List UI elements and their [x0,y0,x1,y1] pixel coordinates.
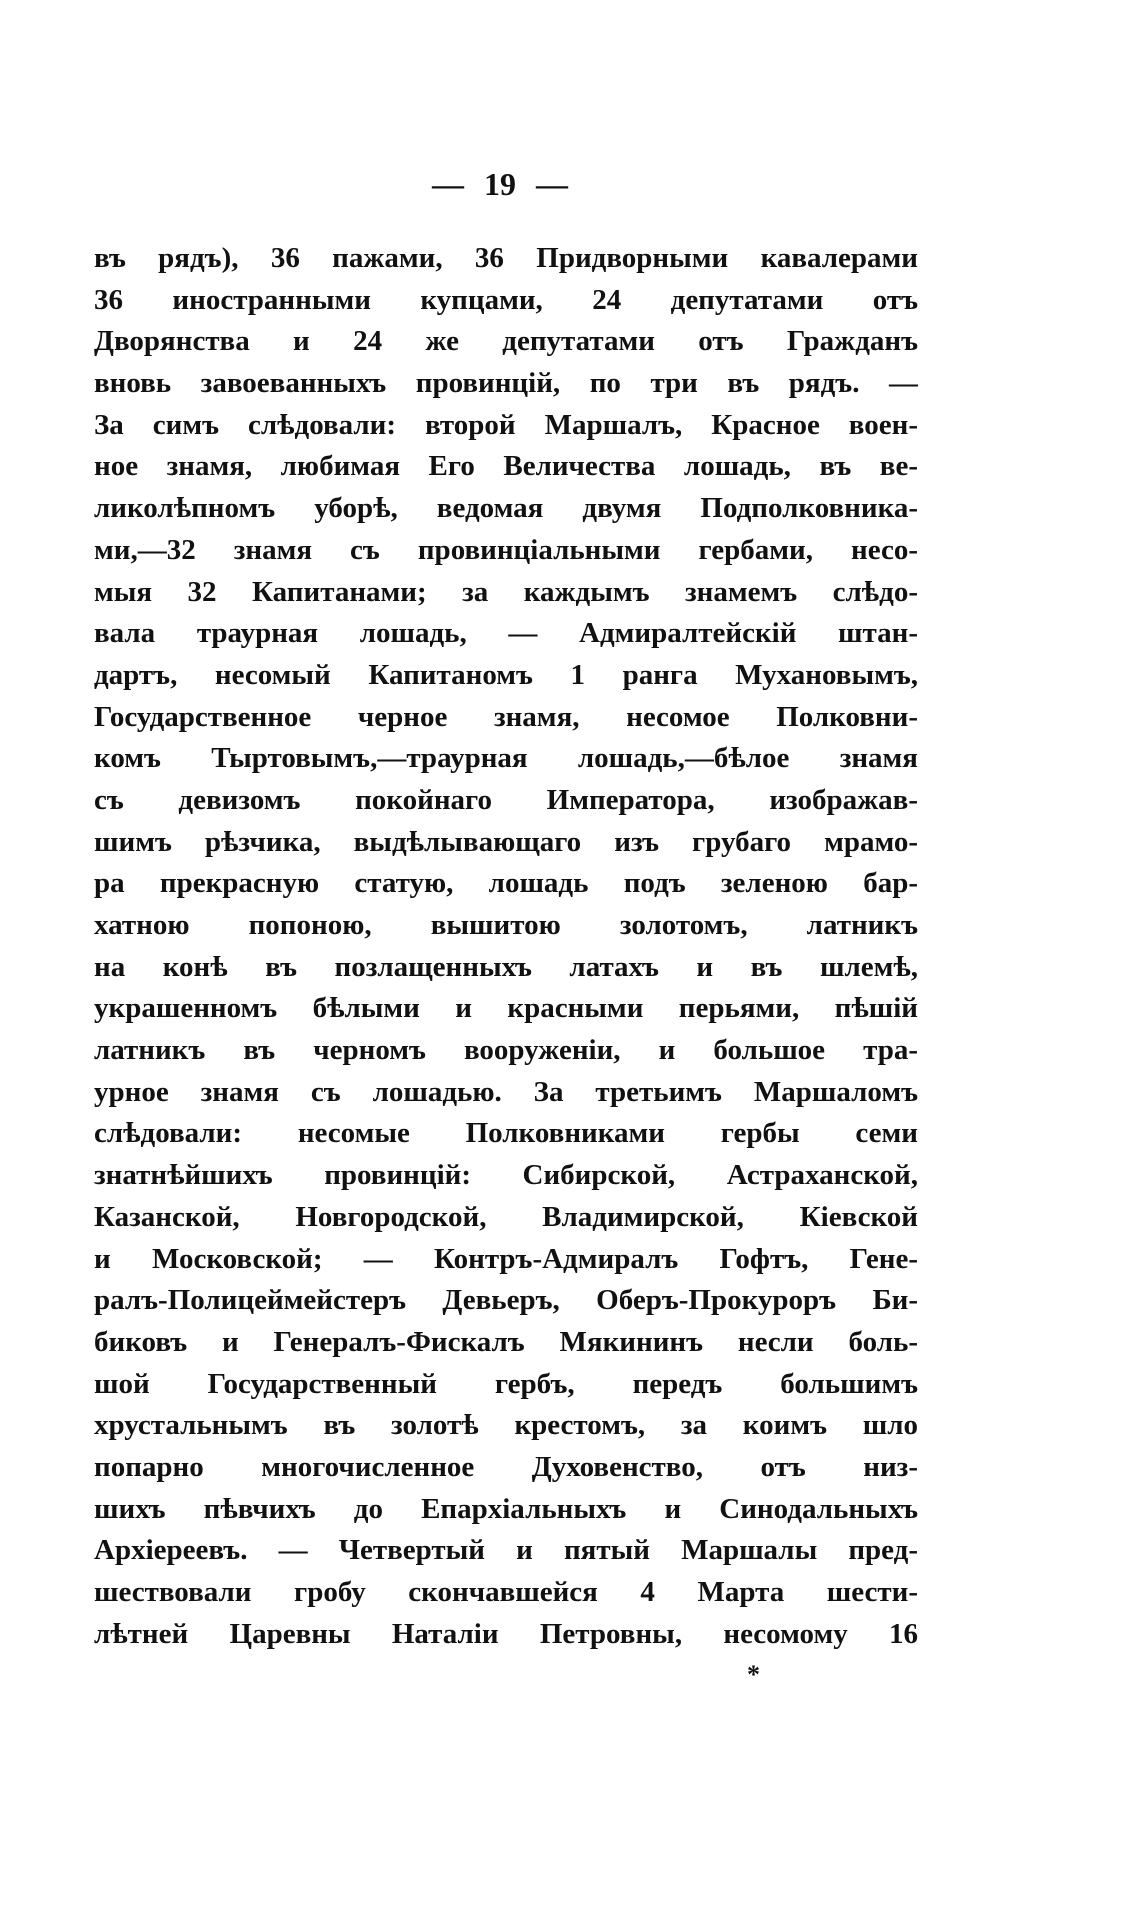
text-line: и Московской; — Контръ-Адмиралъ Гофтъ, Гене- [94,1242,918,1275]
body-text [94,238,918,1655]
text-line: Казанской, Новгородской, Владимирской, Кіевской [94,1200,918,1233]
text-line: украшенномъ бѣлыми и красными перьями, пѣшій [94,992,918,1025]
signature-mark: * [747,1660,760,1689]
text-line: шихъ пѣвчихъ до Епархіальныхъ и Синодальныхъ [94,1492,918,1525]
text-line: Архіереевъ. — Четвертый и пятый Маршалы пред- [94,1534,918,1567]
page-number: — 19 — [432,166,568,202]
text-line: 36 иностранными купцами, 24 депутатами отъ [94,283,918,316]
text-line: вновь завоеванныхъ провинцій, по три въ рядъ. — [94,367,918,400]
text-line: урное знамя съ лошадью. За третьимъ Маршаломъ [94,1075,918,1108]
text-line: знатнѣйшихъ провинцій: Сибирской, Астраханской, [94,1159,918,1192]
text-line: лѣтней Царевны Наталіи Петровны, несомому 16 [94,1617,918,1650]
text-line: дартъ, несомый Капитаномъ 1 ранга Мухановымъ, [94,658,918,691]
text-line: латникъ въ черномъ вооруженіи, и большое тра- [94,1034,918,1067]
text-line: Дворянства и 24 же депутатами отъ Гражданъ [94,325,918,358]
text-line: съ девизомъ покойнаго Императора, изображав- [94,783,918,816]
text-line: комъ Тыртовымъ,—траурная лошадь,—бѣлое знамя [94,742,918,775]
text-line: биковъ и Генералъ-Фискалъ Мякининъ несли боль- [94,1325,918,1358]
text-line: на конѣ въ позлащенныхъ латахъ и въ шлемѣ, [94,950,918,983]
text-line: ликолѣпномъ уборѣ, ведомая двумя Подполковника- [94,492,918,525]
text-line: ми,—32 знамя съ провинціальными гербами, несо- [94,533,918,566]
text-line: хрустальнымъ въ золотѣ крестомъ, за коимъ шло [94,1409,918,1442]
text-line: ное знамя, любимая Его Величества лошадь, въ ве- [94,450,918,483]
text-line: шимъ рѣзчика, выдѣлывающаго изъ грубаго мрамо- [94,825,918,858]
text-line: слѣдовали: несомые Полковниками гербы семи [94,1117,918,1150]
text-line: попарно многочисленное Духовенство, отъ низ- [94,1450,918,1483]
text-line: хатною попоною, вышитою золотомъ, латникъ [94,909,918,941]
text-line: въ рядъ), 36 пажами, 36 Придворными кавалерами [94,242,918,274]
text-line: шествовали гробу скончавшейся 4 Марта шести- [94,1576,918,1608]
text-line: ралъ-Полицеймейстеръ Девьеръ, Оберъ-Прокуроръ Би- [94,1284,918,1317]
text-line: За симъ слѣдовали: второй Маршалъ, Красное воен- [94,408,918,441]
text-line: Государственное черное знамя, несомое Полковни- [94,700,918,733]
text-line: шой Государственный гербъ, передъ большимъ [94,1367,918,1400]
text-line: ра прекрасную статую, лошадь подъ зеленою бар- [94,867,918,900]
text-line: мыя 32 Капитанами; за каждымъ знамемъ слѣдо- [94,575,918,608]
text-line: вала траурная лошадь, — Адмиралтейскій штан- [94,617,918,650]
